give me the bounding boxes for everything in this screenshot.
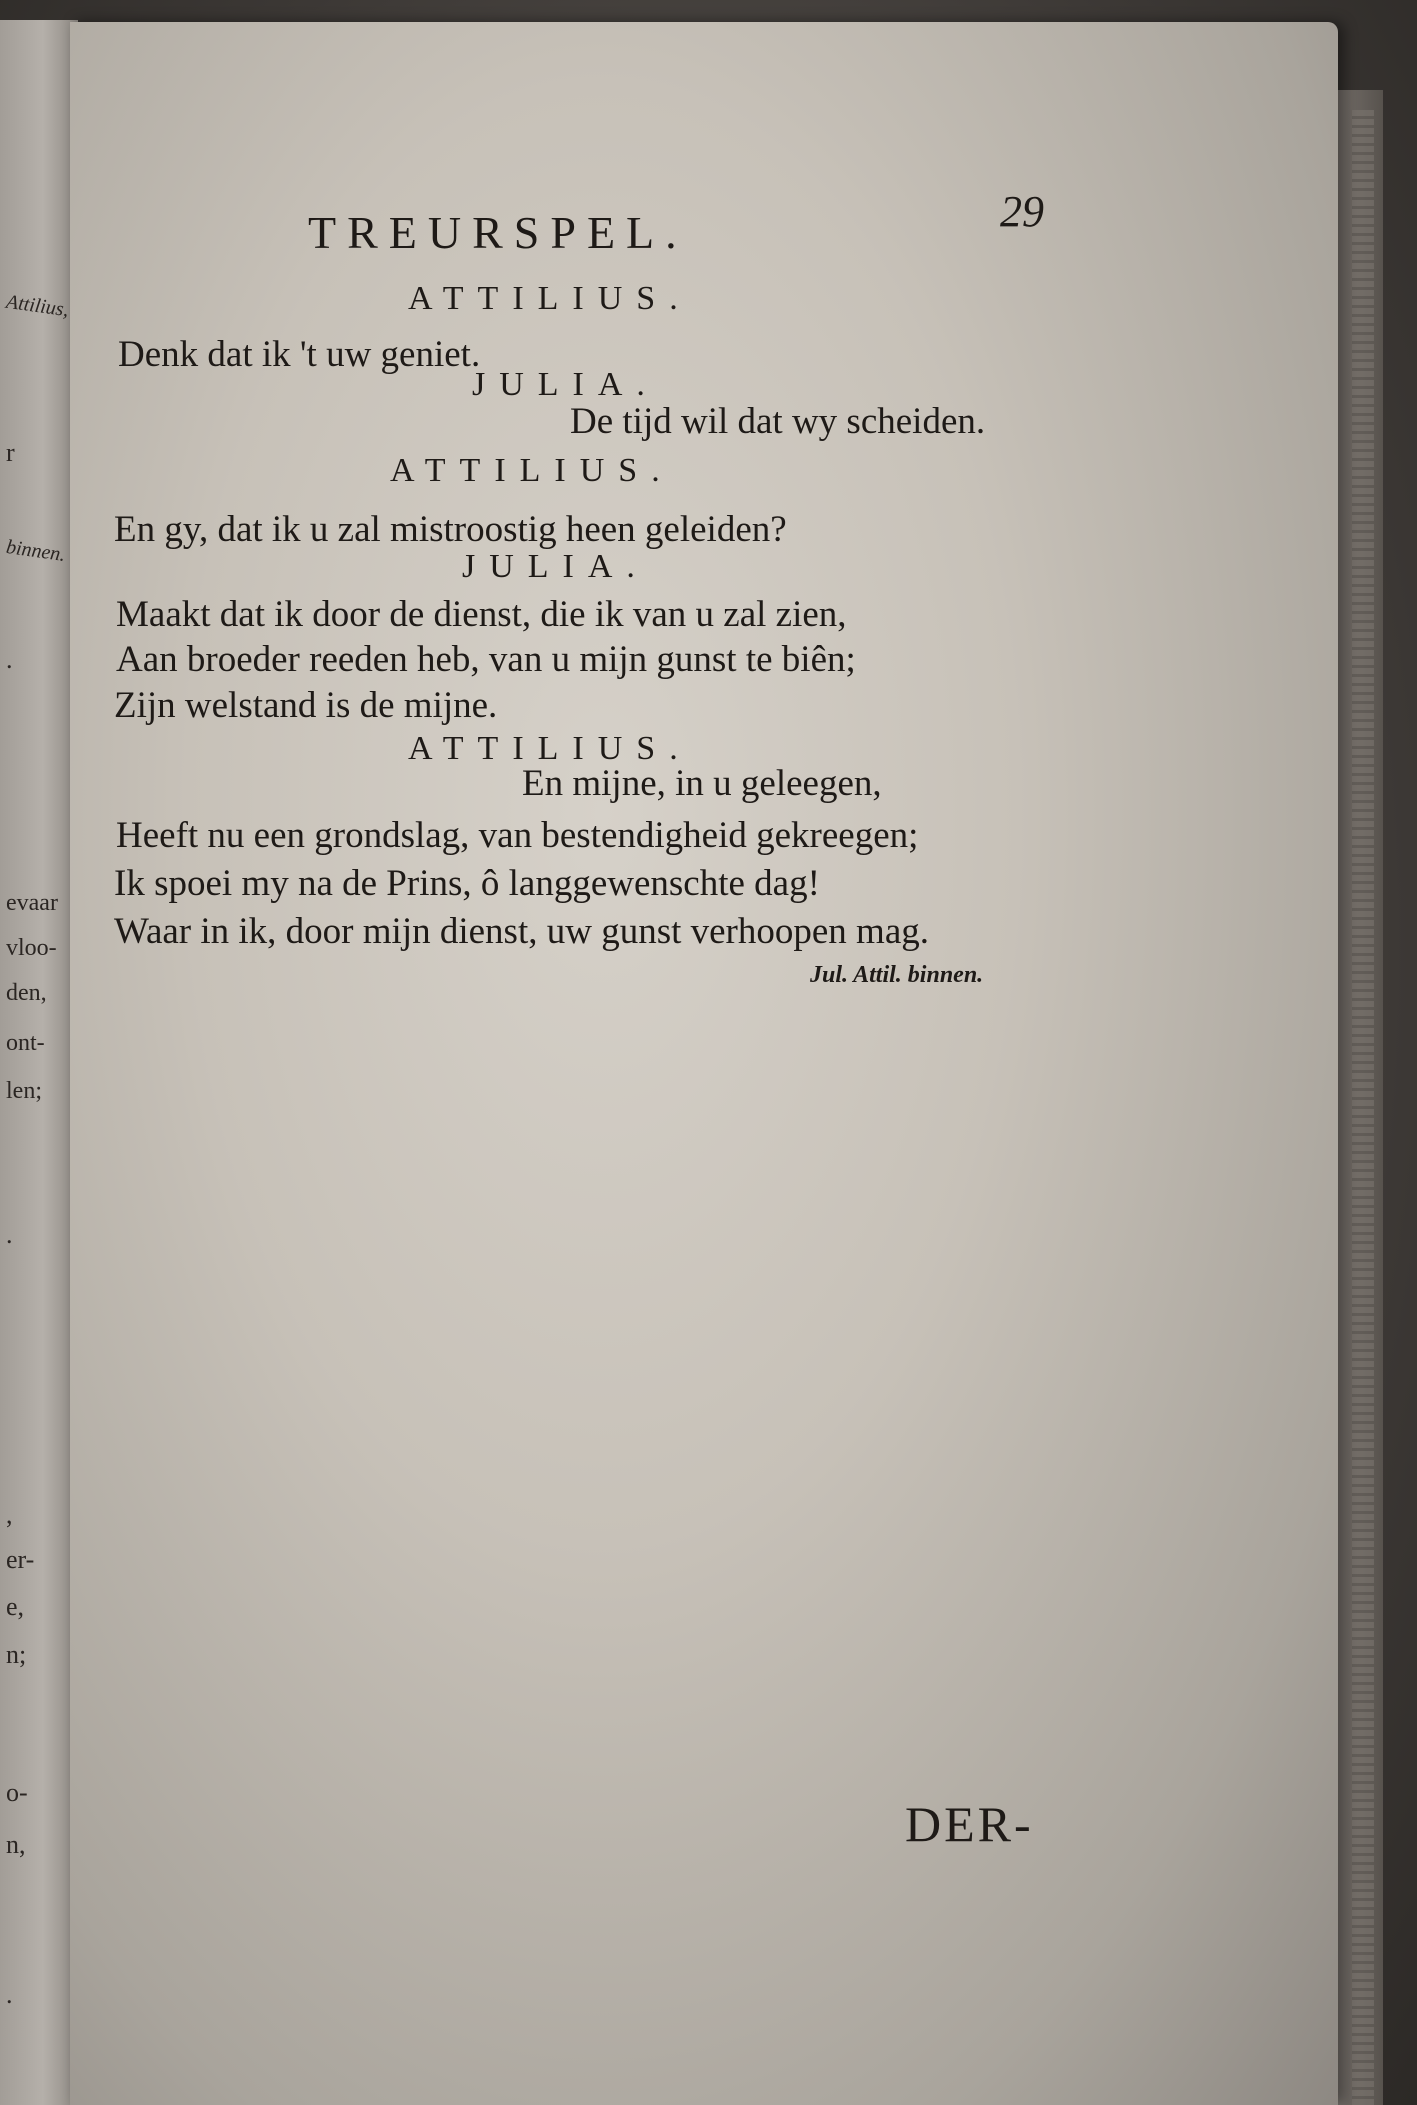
verse-line: De tijd wil dat wy scheiden. xyxy=(570,401,986,442)
verse-line: Waar in ik, door mijn dienst, uw gunst verhoopen mag. xyxy=(114,911,929,952)
left-fragment: binnen. xyxy=(4,535,67,567)
verse-line: Ik spoei my na de Prins, ô langgewenschte dag! xyxy=(114,863,820,904)
facing-page-edge xyxy=(0,20,78,2105)
left-fragment: e, xyxy=(6,1592,25,1621)
verse-line: Aan broeder reeden heb, van u mijn gunst te biên; xyxy=(116,639,856,680)
speaker-name: ATTILIUS. xyxy=(390,452,674,489)
stage-direction: Jul. Attil. binnen. xyxy=(810,962,984,988)
speaker-name: ATTILIUS. xyxy=(408,730,692,767)
left-fragment: n; xyxy=(6,1640,27,1669)
verse-line: En gy, dat ik u zal mistroostig heen geleiden? xyxy=(114,509,787,550)
running-head: TREURSPEL. xyxy=(308,207,688,258)
left-fragment: ont- xyxy=(6,1030,45,1056)
book-edge-pages xyxy=(1352,110,1374,2105)
verse-line: Maakt dat ik door de dienst, die ik van u zal zien, xyxy=(116,594,847,635)
verse-line: Heeft nu een grondslag, van bestendigheid gekreegen; xyxy=(116,815,919,856)
left-fragment: er- xyxy=(6,1545,35,1574)
catchword: DER- xyxy=(905,1796,1034,1852)
left-fragment: den, xyxy=(6,980,47,1006)
speaker-name: ATTILIUS. xyxy=(408,280,692,317)
left-fragment: vloo- xyxy=(6,935,57,961)
speaker-name: JULIA. xyxy=(472,366,659,403)
left-fragment: o- xyxy=(6,1778,28,1807)
left-fragment: len; xyxy=(6,1078,42,1104)
left-fragment: evaar xyxy=(6,890,58,916)
left-fragment: Attilius, xyxy=(4,290,71,322)
verse-line: En mijne, in u geleegen, xyxy=(522,763,882,804)
left-fragment: , xyxy=(6,1500,13,1529)
left-fragment: r xyxy=(6,438,15,467)
speaker-name: JULIA. xyxy=(462,548,649,585)
left-fragment: . xyxy=(6,645,13,674)
verse-line: Denk dat ik 't uw geniet. xyxy=(118,334,481,375)
verse-line: Zijn welstand is de mijne. xyxy=(114,685,498,726)
left-fragment: . xyxy=(6,1220,13,1249)
left-fragment: . xyxy=(6,1980,13,2009)
page-number: 29 xyxy=(1000,187,1044,236)
left-fragment: n, xyxy=(6,1830,26,1859)
